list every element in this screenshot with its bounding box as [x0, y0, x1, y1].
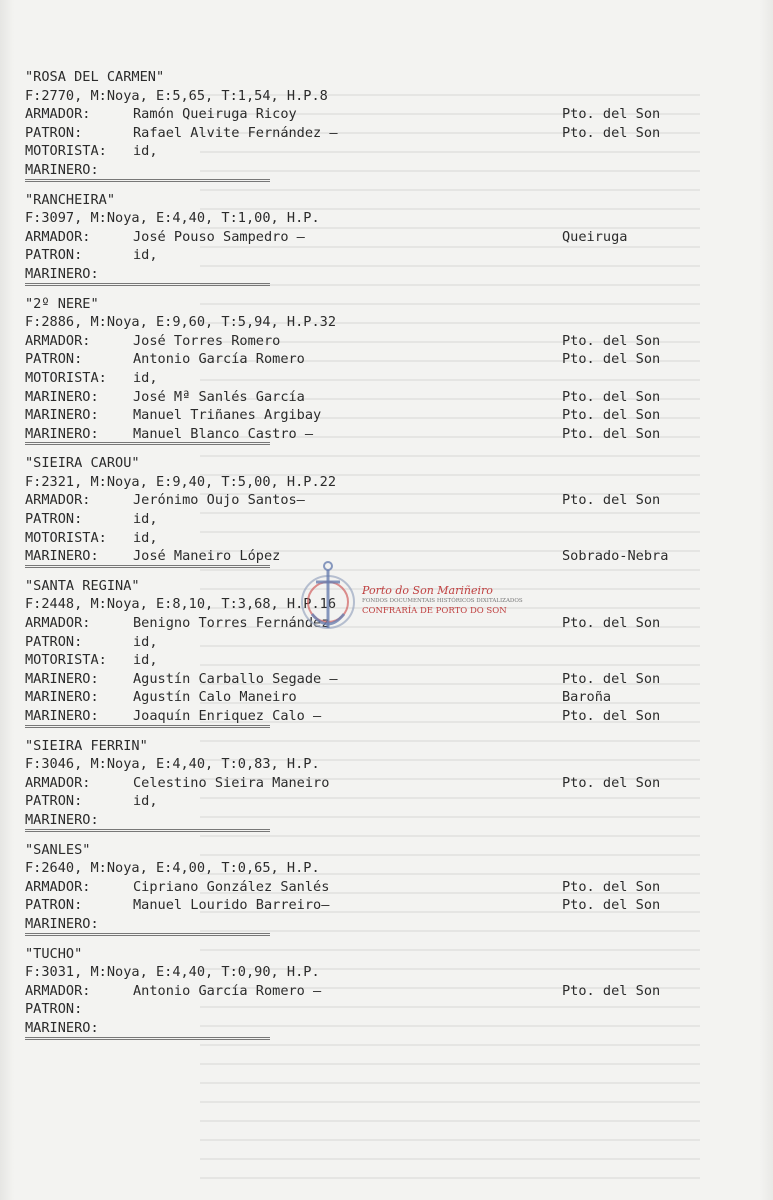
crew-row: [25, 792, 725, 811]
crew-member-name: id,: [133, 529, 158, 546]
crew-member-name: Jerónimo Oujo Santos—: [133, 492, 305, 509]
crew-row: [25, 982, 725, 1001]
vessel-name: "SIEIRA FERRIN": [25, 737, 148, 754]
crew-member-name: id,: [133, 633, 158, 650]
crew-role-label: PATRON:: [25, 247, 83, 264]
anchor-emblem-icon: [298, 556, 362, 646]
crew-role-label: PATRON:: [25, 793, 83, 810]
crew-role-label: PATRON:: [25, 124, 83, 141]
crew-member-origin: Pto. del Son: [562, 878, 661, 895]
crew-member-origin: Pto. del Son: [562, 351, 661, 368]
crew-member-name: Cipriano González Sanlés: [133, 878, 330, 895]
crew-role-label: ARMADOR:: [25, 332, 91, 349]
crew-member-name: Antonio García Romero —: [133, 982, 322, 999]
crew-role-label: ARMADOR:: [25, 615, 91, 632]
vessel-specs: F:3031, M:Noya, E:4,40, T:0,90, H.P.: [25, 964, 320, 981]
crew-role-label: MARINERO:: [25, 548, 99, 565]
vessel-name: "RANCHEIRA": [25, 191, 116, 208]
crew-row: [25, 406, 725, 425]
crew-member-name: Agustín Calo Maneiro: [133, 689, 297, 706]
crew-row: [25, 369, 725, 388]
vessel-specs: F:2640, M:Noya, E:4,00, T:0,65, H.P.: [25, 860, 320, 877]
crew-member-name: id,: [133, 793, 158, 810]
vessel-entry: [25, 68, 725, 180]
crew-member-origin: Pto. del Son: [562, 425, 661, 442]
crew-member-origin: Pto. del Son: [562, 670, 661, 687]
separator-rule: [25, 716, 270, 726]
crew-role-label: MARINERO:: [25, 425, 99, 442]
crew-role-label: ARMADOR:: [25, 878, 91, 895]
crew-row: [25, 142, 725, 161]
crew-role-label: MARINERO:: [25, 265, 99, 282]
vessel-entry: [25, 295, 725, 444]
vessel-specs: F:2886, M:Noya, E:9,60, T:5,94, H.P.32: [25, 314, 336, 331]
crew-member-name: id,: [133, 511, 158, 528]
vessel-name: "SANLES": [25, 841, 91, 858]
crew-role-label: MOTORISTA:: [25, 652, 107, 669]
vessel-specs: F:2321, M:Noya, E:9,40, T:5,00, H.P.22: [25, 473, 336, 490]
crew-member-origin: Pto. del Son: [562, 982, 661, 999]
crew-role-label: ARMADOR:: [25, 982, 91, 999]
crew-member-name: Benigno Torres Fernández: [133, 615, 330, 632]
crew-role-label: MOTORISTA:: [25, 529, 107, 546]
crew-member-origin: Pto. del Son: [562, 124, 661, 141]
crew-role-label: MARINERO:: [25, 915, 99, 932]
stamp-title: Porto do Son Mariñeiro: [362, 584, 493, 597]
vessel-entry: [25, 737, 725, 830]
crew-role-label: PATRON:: [25, 897, 83, 914]
crew-member-origin: Baroña: [562, 689, 612, 706]
crew-row: [25, 774, 725, 793]
crew-member-name: Ramón Queiruga Ricoy: [133, 106, 297, 123]
crew-row: [25, 529, 725, 548]
vessel-name: "SIEIRA CAROU": [25, 455, 140, 472]
crew-row: [25, 228, 725, 247]
crew-row: [25, 651, 725, 670]
crew-row: [25, 491, 725, 510]
crew-member-origin: Pto. del Son: [562, 897, 661, 914]
separator-rule: [25, 170, 270, 180]
crew-member-origin: Pto. del Son: [562, 708, 661, 724]
vessel-specs: F:2448, M:Noya, E:8,10, T:3,68, H.P.16: [25, 596, 336, 613]
crew-member-name: Manuel Triñanes Argibay: [133, 407, 322, 424]
separator-rule: [25, 433, 270, 443]
archive-stamp: [298, 556, 523, 646]
crew-member-name: Agustín Carballo Segade —: [133, 670, 338, 687]
crew-role-label: ARMADOR:: [25, 774, 91, 791]
crew-member-origin: Sobrado-Nebra: [562, 548, 669, 565]
crew-member-origin: Queiruga: [562, 228, 628, 245]
crew-member-origin: Pto. del Son: [562, 615, 661, 632]
crew-role-label: PATRON:: [25, 1001, 83, 1018]
crew-role-label: MARINERO:: [25, 1019, 99, 1036]
vessel-entry: [25, 191, 725, 284]
vessel-entry: [25, 841, 725, 934]
stamp-subtitle: FONDOS DOCUMENTAIS HISTÓRICOS DIXITALIZADOS: [362, 598, 523, 604]
crew-member-name: id,: [133, 247, 158, 264]
crew-member-origin: Pto. del Son: [562, 106, 661, 123]
vessel-name: "SANTA REGINA": [25, 577, 140, 594]
crew-row: [25, 388, 725, 407]
crew-member-origin: Pto. del Son: [562, 332, 661, 349]
crew-member-name: José Pouso Sampedro —: [133, 228, 305, 245]
crew-member-name: Rafael Alvite Fernández —: [133, 124, 338, 141]
crew-member-name: José Maneiro López: [133, 548, 281, 565]
crew-row: [25, 878, 725, 897]
crew-role-label: MARINERO:: [25, 407, 99, 424]
separator-rule: [25, 924, 270, 934]
crew-role-label: MARINERO:: [25, 811, 99, 828]
crew-role-label: MARINERO:: [25, 161, 99, 178]
vessel-specs: F:3046, M:Noya, E:4,40, T:0,83, H.P.: [25, 756, 320, 773]
crew-role-label: ARMADOR:: [25, 492, 91, 509]
crew-role-label: MARINERO:: [25, 388, 99, 405]
crew-member-name: id,: [133, 143, 158, 160]
crew-member-origin: Pto. del Son: [562, 774, 661, 791]
vessel-entry: [25, 454, 725, 566]
vessel-name: "2º NERE": [25, 295, 99, 312]
crew-row: [25, 670, 725, 689]
crew-row: [25, 350, 725, 369]
crew-member-name: José Mª Sanlés García: [133, 388, 305, 405]
crew-row: [25, 1000, 725, 1019]
separator-rule: [25, 820, 270, 830]
crew-row: [25, 896, 725, 915]
crew-role-label: PATRON:: [25, 633, 83, 650]
crew-member-name: Celestino Sieira Maneiro: [133, 774, 330, 791]
crew-row: [25, 246, 725, 265]
crew-member-name: Antonio García Romero: [133, 351, 305, 368]
crew-member-name: Joaquín Enriquez Calo —: [133, 708, 322, 724]
crew-member-origin: Pto. del Son: [562, 407, 661, 424]
crew-member-origin: Pto. del Son: [562, 492, 661, 509]
crew-member-name: id,: [133, 652, 158, 669]
separator-rule: [25, 556, 270, 566]
crew-role-label: MARINERO:: [25, 708, 99, 724]
crew-row: [25, 124, 725, 143]
crew-role-label: MOTORISTA:: [25, 369, 107, 386]
vessel-entry: [25, 945, 725, 1038]
separator-rule: [25, 1028, 270, 1038]
crew-row: [25, 510, 725, 529]
crew-row: [25, 332, 725, 351]
crew-member-origin: Pto. del Son: [562, 388, 661, 405]
crew-role-label: ARMADOR:: [25, 106, 91, 123]
crew-role-label: MARINERO:: [25, 689, 99, 706]
crew-role-label: MARINERO:: [25, 670, 99, 687]
separator-rule: [25, 274, 270, 284]
vessel-specs: F:3097, M:Noya, E:4,40, T:1,00, H.P.: [25, 210, 320, 227]
crew-member-name: Manuel Lourido Barreiro—: [133, 897, 330, 914]
crew-member-name: id,: [133, 369, 158, 386]
vessel-name: "ROSA DEL CARMEN": [25, 69, 165, 85]
stamp-org: CONFRARÍA DE PORTO DO SON: [362, 606, 507, 616]
crew-member-name: José Torres Romero: [133, 332, 281, 349]
crew-role-label: MOTORISTA:: [25, 143, 107, 160]
crew-member-name: Manuel Blanco Castro —: [133, 425, 314, 442]
crew-role-label: ARMADOR:: [25, 228, 91, 245]
crew-role-label: PATRON:: [25, 351, 83, 368]
crew-row: [25, 688, 725, 707]
vessel-specs: F:2770, M:Noya, E:5,65, T:1,54, H.P.8: [25, 87, 328, 104]
crew-row: [25, 105, 725, 124]
crew-role-label: PATRON:: [25, 511, 83, 528]
vessel-name: "TUCHO": [25, 945, 83, 962]
